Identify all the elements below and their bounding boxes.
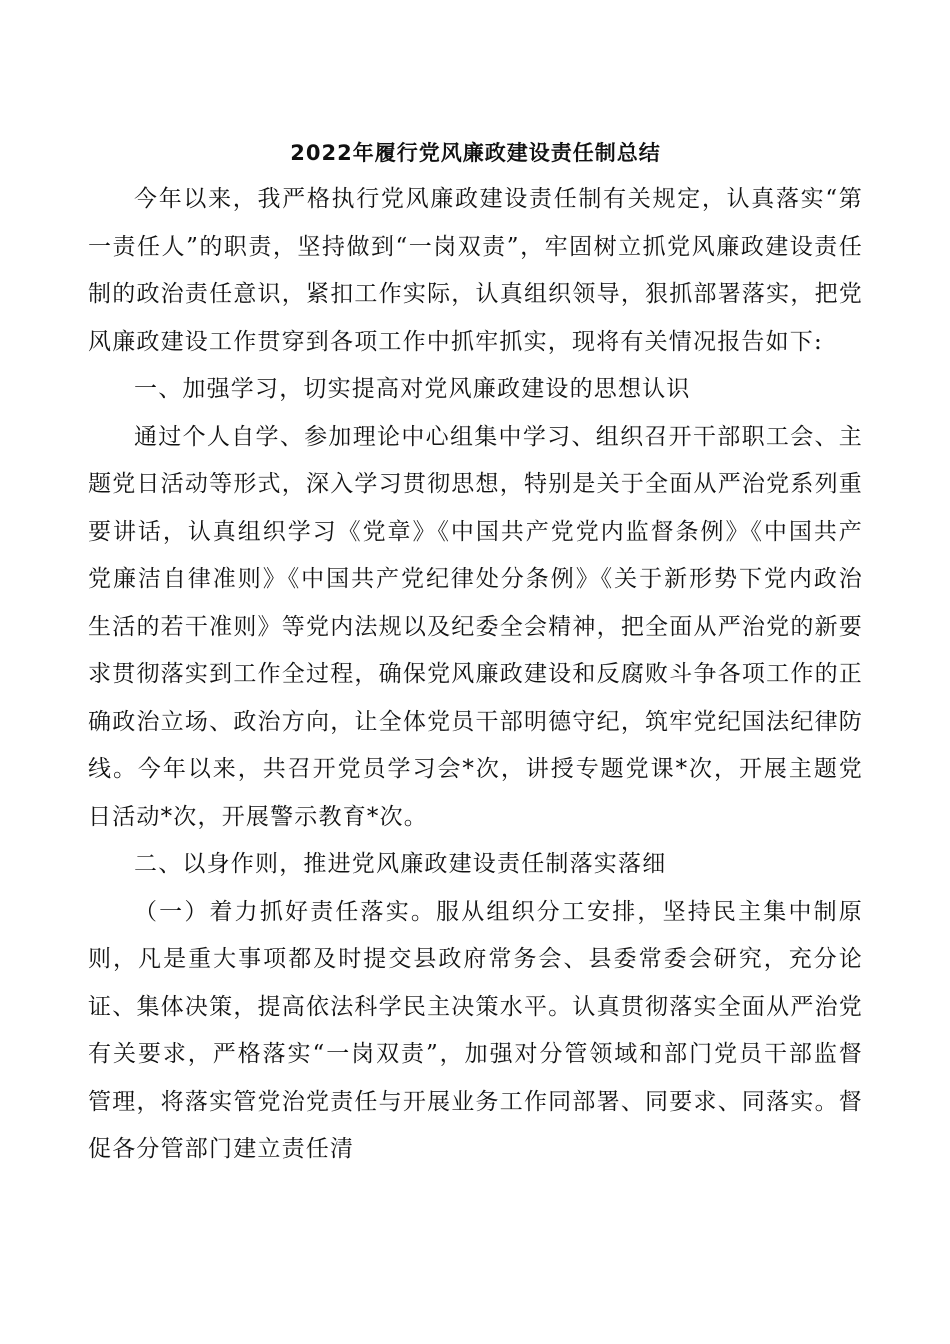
document-page — [88, 138, 863, 1174]
paragraph-intro: 今年以来，我严格执行党风廉政建设责任制有关规定，认真落实“第一责任人”的职责，坚持做到“一岗双责”，牢固树立抓党风廉政建设责任制的政治责任意识，紧扣工作实际，认真组织领导，狠抓部署落实，把党风廉政建设工作贯穿到各项工作中抓牢抓实，现将有关情况报告如下: — [88, 186, 863, 355]
paragraph-study: 通过个人自学、参加理论中心组集中学习、组织召开干部职工会、主题党日活动等形式，深入学习贯彻思想，特别是关于全面从严治党系列重要讲话，认真组织学习《党章》《中国共产党党内监督条例》《中国共产党廉洁自律准则》《中国共产党纪律处分条例》《关于新形势下党内政治生活的若干准则》等党内法规以及纪委全会精神，把全面从严治党的新要求贯彻落实到工作全过程，确保党风廉政建设和反腐败斗争各项工作的正确政治立场、政治方向，让全体党员干部明德守纪，筑牢党纪国法纪律防线。今年以来，共召开党员学习会*次，讲授专题党课*次，开展主题党日活动*次，开展警示教育*次。 — [88, 423, 863, 830]
paragraph-responsibility: （一）着力抓好责任落实。服从组织分工安排，坚持民主集中制原则，凡是重大事项都及时提交县政府常务会、县委常委会研究，充分论证、集体决策，提高依法科学民主决策水平。认真贯彻落实全面从严治党有关要求，严格落实“一岗双责”，加强对分管领域和部门党员干部监督管理，将落实管党治党责任与开展业务工作同部署、同要求、同落实。督促各分管部门建立责任清 — [88, 898, 863, 1162]
section-heading-1: 一、加强学习，切实提高对党风廉政建设的思想认识 — [134, 376, 691, 402]
document-title: 2022年履行党风廉政建设责任制总结 — [290, 141, 661, 165]
section-heading-2: 二、以身作则，推进党风廉政建设责任制落实落细 — [134, 851, 667, 877]
